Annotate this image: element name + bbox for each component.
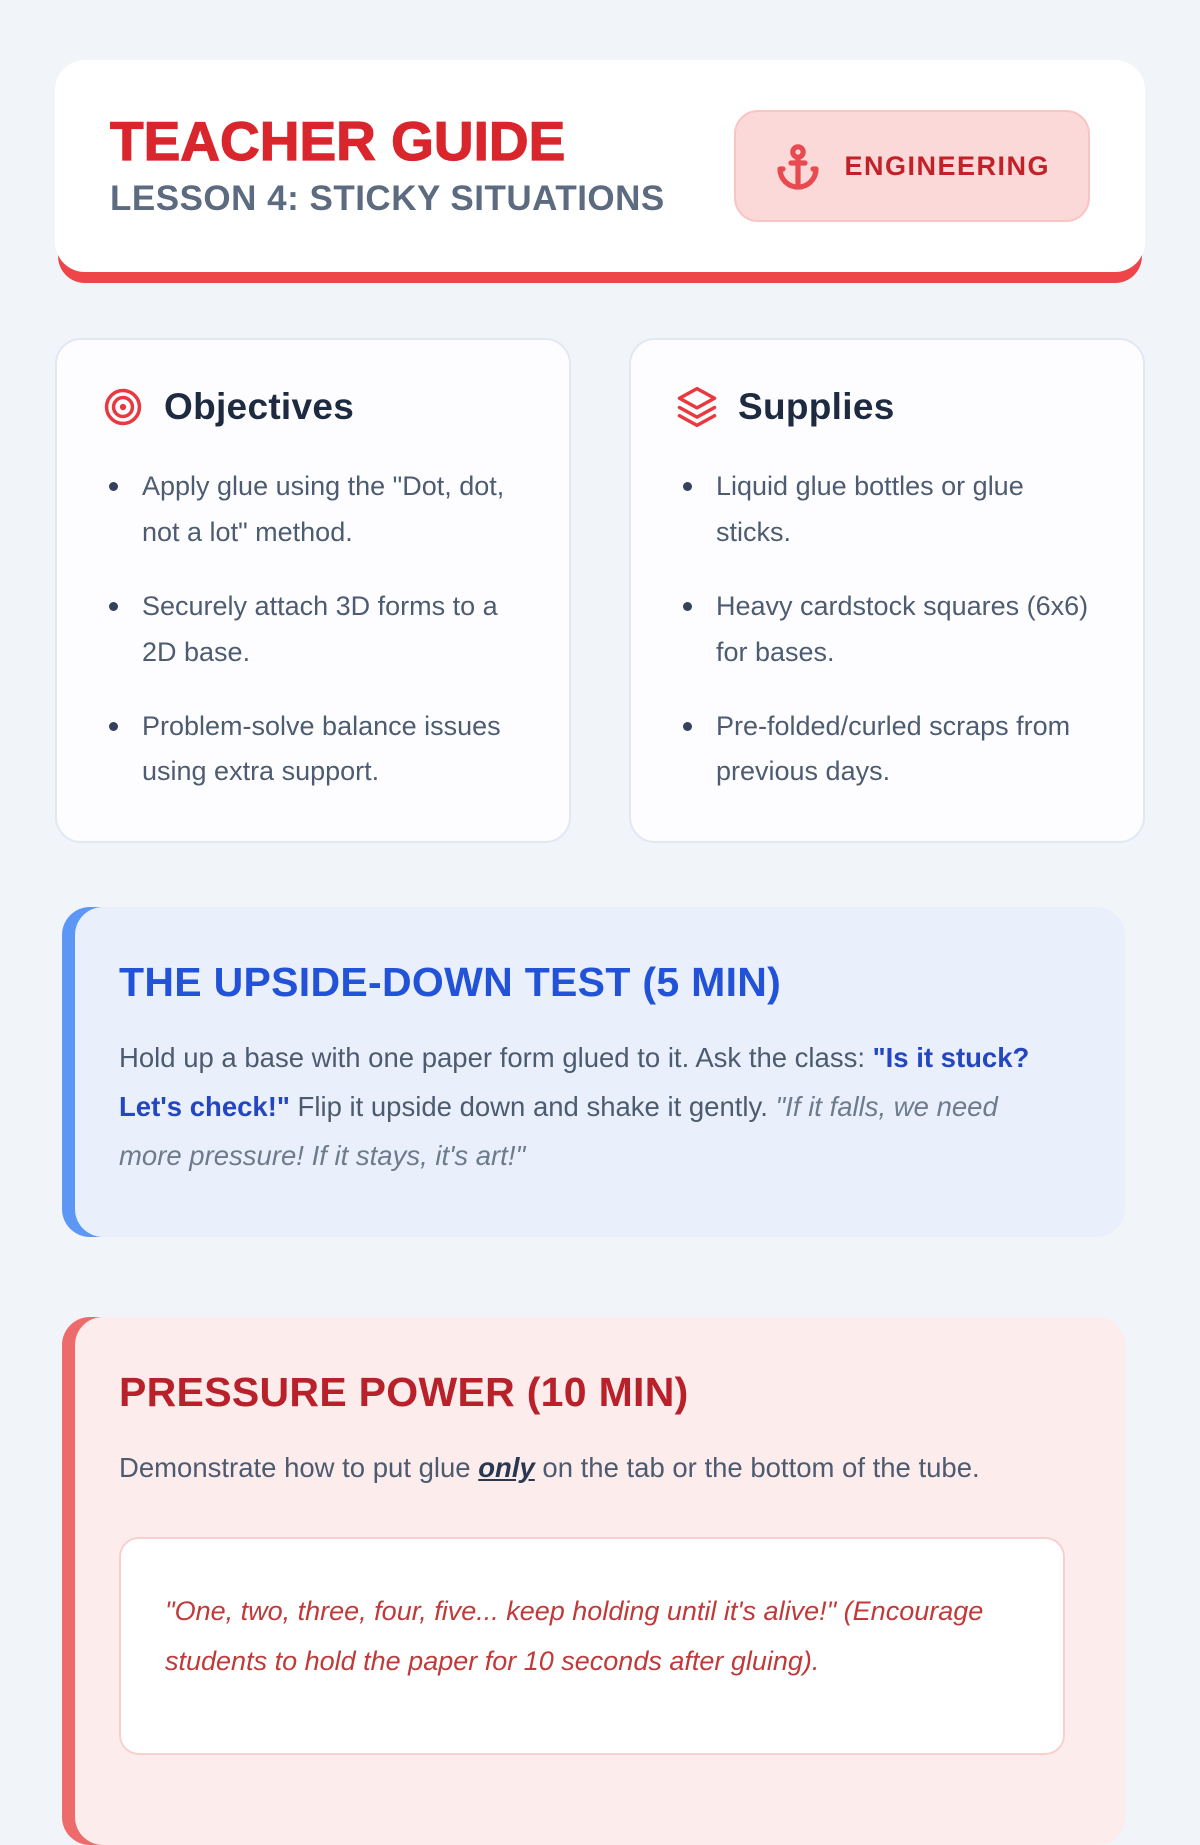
activity-upside-down-test [75,907,1125,1237]
badge-label: ENGINEERING [844,150,1050,181]
objectives-list [102,464,524,795]
list-item: Problem-solve balance issues using extra support. [102,704,524,796]
activity-title: PRESSURE POWER (10 MIN) [119,1369,689,1416]
objectives-title: Objectives [164,386,355,427]
text-segment: Demonstrate how to put glue [119,1452,479,1484]
list-item: Heavy cardstock squares (6x6) for bases. [676,584,1098,676]
list-item: Securely attach 3D forms to a 2D base. [102,584,524,676]
layers-icon [676,386,718,428]
supplies-list [676,464,1098,795]
supplies-title: Supplies [738,386,895,427]
target-icon [102,386,144,428]
list-item: Liquid glue bottles or glue sticks. [676,464,1098,556]
text-segment: Hold up a base with one paper form glued to it. Ask the class: [119,1042,873,1074]
activity-title: THE UPSIDE-DOWN TEST (5 MIN) [119,959,782,1006]
cards-row [55,338,1145,843]
activity-body [119,1034,1065,1181]
quote-text: "One, two, three, four, five... keep holding until it's alive!" (Encourage students to hold the paper for 10 seconds after gluing). [165,1596,984,1677]
page-subtitle: LESSON 4: STICKY SITUATIONS [110,178,665,218]
activity-body [119,1444,1065,1493]
quote-box [119,1537,1065,1755]
subject-badge [734,110,1090,222]
page-title: TEACHER GUIDE [110,110,566,173]
header-card [55,60,1145,272]
activity-pressure-power [75,1317,1125,1845]
page [0,60,1200,1845]
list-item: Apply glue using the "Dot, dot, not a lot" method. [102,464,524,556]
supplies-card [629,338,1145,843]
text-segment-italic: "If it falls, we need more pressure! If it stays, it's art!" [119,1091,998,1172]
objectives-card [55,338,571,843]
supplies-card-head [676,386,1098,428]
anchor-icon [774,142,822,190]
text-segment: on the tab or the bottom of the tube. [534,1452,980,1484]
header-text [110,110,665,219]
list-item: Pre-folded/curled scraps from previous days. [676,704,1098,796]
text-segment-emphasis: only [478,1452,535,1484]
objectives-card-head [102,386,524,428]
text-segment-bold: "Is it stuck? Let's check!" [119,1042,1030,1123]
text-segment: Flip it upside down and shake it gently. [289,1091,776,1123]
